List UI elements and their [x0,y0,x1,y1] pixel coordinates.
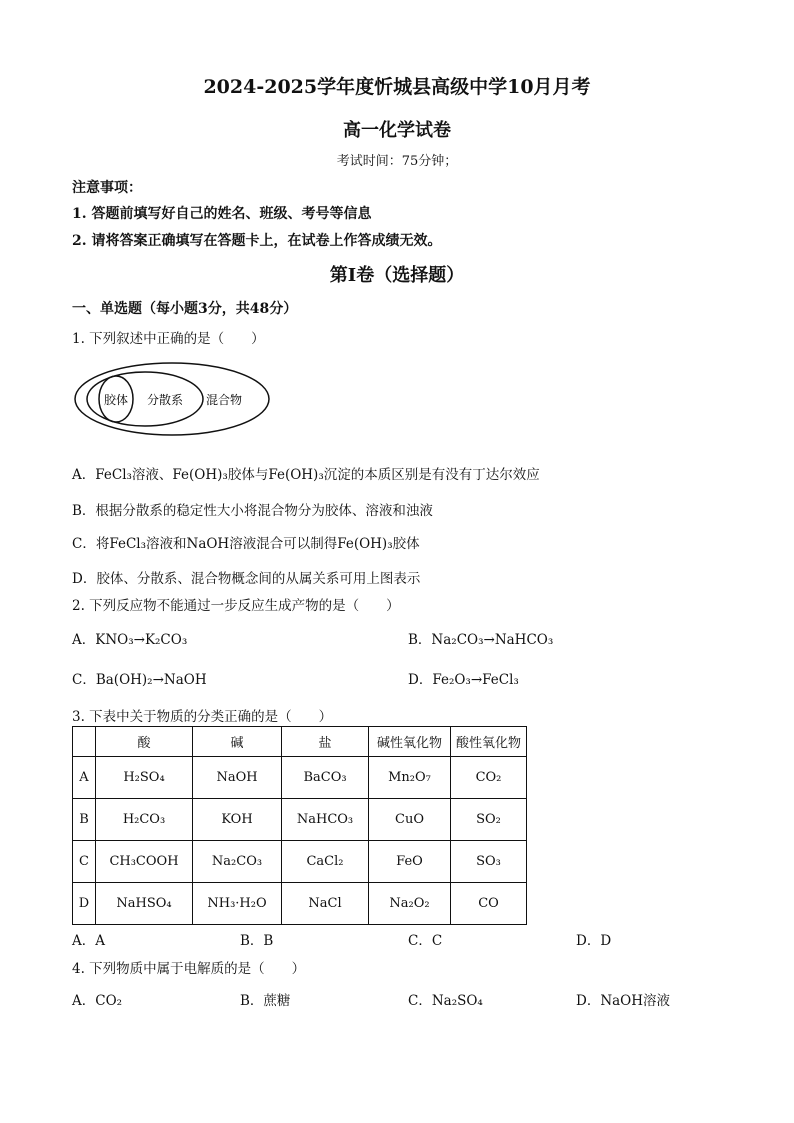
table-cell: H₂SO₄ [96,757,193,799]
table-cell: CO [451,883,527,925]
question-4-option-b: B．蔗糖 [240,993,291,1009]
table-cell: H₂CO₃ [96,799,193,841]
notice-item-1: 1. 答题前填写好自己的姓名、班级、考号等信息 [72,206,372,222]
question-2-option-b: B．Na₂CO₃→NaHCO₃ [408,632,554,648]
table-cell: BaCO₃ [282,757,369,799]
question-3-option-c: C．C [408,933,443,949]
table-cell: NH₃·H₂O [193,883,282,925]
question-1-option-a: A．FeCl₃溶液、Fe(OH)₃胶体与Fe(OH)₃沉淀的本质区别是有没有丁达尔效应 [72,467,540,483]
table-cell: NaOH [193,757,282,799]
question-1-option-c: C．将FeCl₃溶液和NaOH溶液混合可以制得Fe(OH)₃胶体 [72,536,420,552]
table-cell: NaHSO₄ [96,883,193,925]
table-cell: CO₂ [451,757,527,799]
question-2-option-d: D．Fe₂O₃→FeCl₃ [408,672,519,688]
table-header-cell: 盐 [282,727,369,757]
table-cell: NaCl [282,883,369,925]
table-cell: A [73,757,96,799]
table-cell: D [73,883,96,925]
table-cell: C [73,841,96,883]
exam-subtitle: 高一化学试卷 [343,120,451,141]
table-cell: SO₃ [451,841,527,883]
notice-heading: 注意事项： [72,180,142,196]
table-row [73,883,527,925]
table-row [73,841,527,883]
table-cell: Na₂O₂ [369,883,451,925]
table-cell: CH₃COOH [96,841,193,883]
table-cell: SO₂ [451,799,527,841]
question-3-option-d: D．D [576,933,612,949]
diagram-label-colloid: 胶体 [103,393,129,407]
table-cell: B [73,799,96,841]
question-3-option-a: A．A [72,933,105,949]
table-header-cell: 碱 [193,727,282,757]
classification-table [72,726,527,925]
question-4-option-d: D．NaOH溶液 [576,993,671,1009]
table-cell: CaCl₂ [282,841,369,883]
table-cell: NaHCO₃ [282,799,369,841]
question-3-option-b: B．B [240,933,274,949]
table-cell: Na₂CO₃ [193,841,282,883]
question-2-option-c: C．Ba(OH)₂→NaOH [72,672,207,688]
table-row [73,757,527,799]
concept-diagram [72,360,272,438]
exam-time: 考试时间：75分钟； [336,154,458,169]
question-2-option-a: A．KNO₃→K₂CO₃ [72,632,188,648]
notice-item-2: 2. 请将答案正确填写在答题卡上，在试卷上作答成绩无效。 [72,233,442,249]
table-row [73,799,527,841]
question-1-stem: 1. 下列叙述中正确的是（ ） [72,331,265,347]
question-4-option-c: C．Na₂SO₄ [408,993,483,1009]
table-header-cell: 酸性氧化物 [451,727,527,757]
table-cell: FeO [369,841,451,883]
table-header-cell [73,727,96,757]
table-header-cell: 酸 [96,727,193,757]
section-title: 一、单选题（每小题3分，共48分） [72,301,298,317]
question-1-option-b: B．根据分散系的稳定性大小将混合物分为胶体、溶液和浊液 [72,503,433,519]
diagram-label-mixture: 混合物 [205,393,243,407]
question-4-option-a: A．CO₂ [72,993,123,1009]
table-cell: KOH [193,799,282,841]
question-1-option-d: D．胶体、分散系、混合物概念间的从属关系可用上图表示 [72,571,421,587]
table-cell: Mn₂O₇ [369,757,451,799]
question-3-stem: 3. 下表中关于物质的分类正确的是（ ） [72,709,333,725]
table-header-cell: 碱性氧化物 [369,727,451,757]
part-title: 第Ⅰ卷（选择题） [329,265,465,286]
question-2-stem: 2. 下列反应物不能通过一步反应生成产物的是（ ） [72,598,400,614]
exam-title: 2024-2025学年度忻城县高级中学10月月考 [203,76,591,98]
diagram-label-dispersion: 分散系 [146,393,184,407]
table-header-row [73,727,527,757]
table-cell: CuO [369,799,451,841]
question-4-stem: 4. 下列物质中属于电解质的是（ ） [72,961,306,977]
